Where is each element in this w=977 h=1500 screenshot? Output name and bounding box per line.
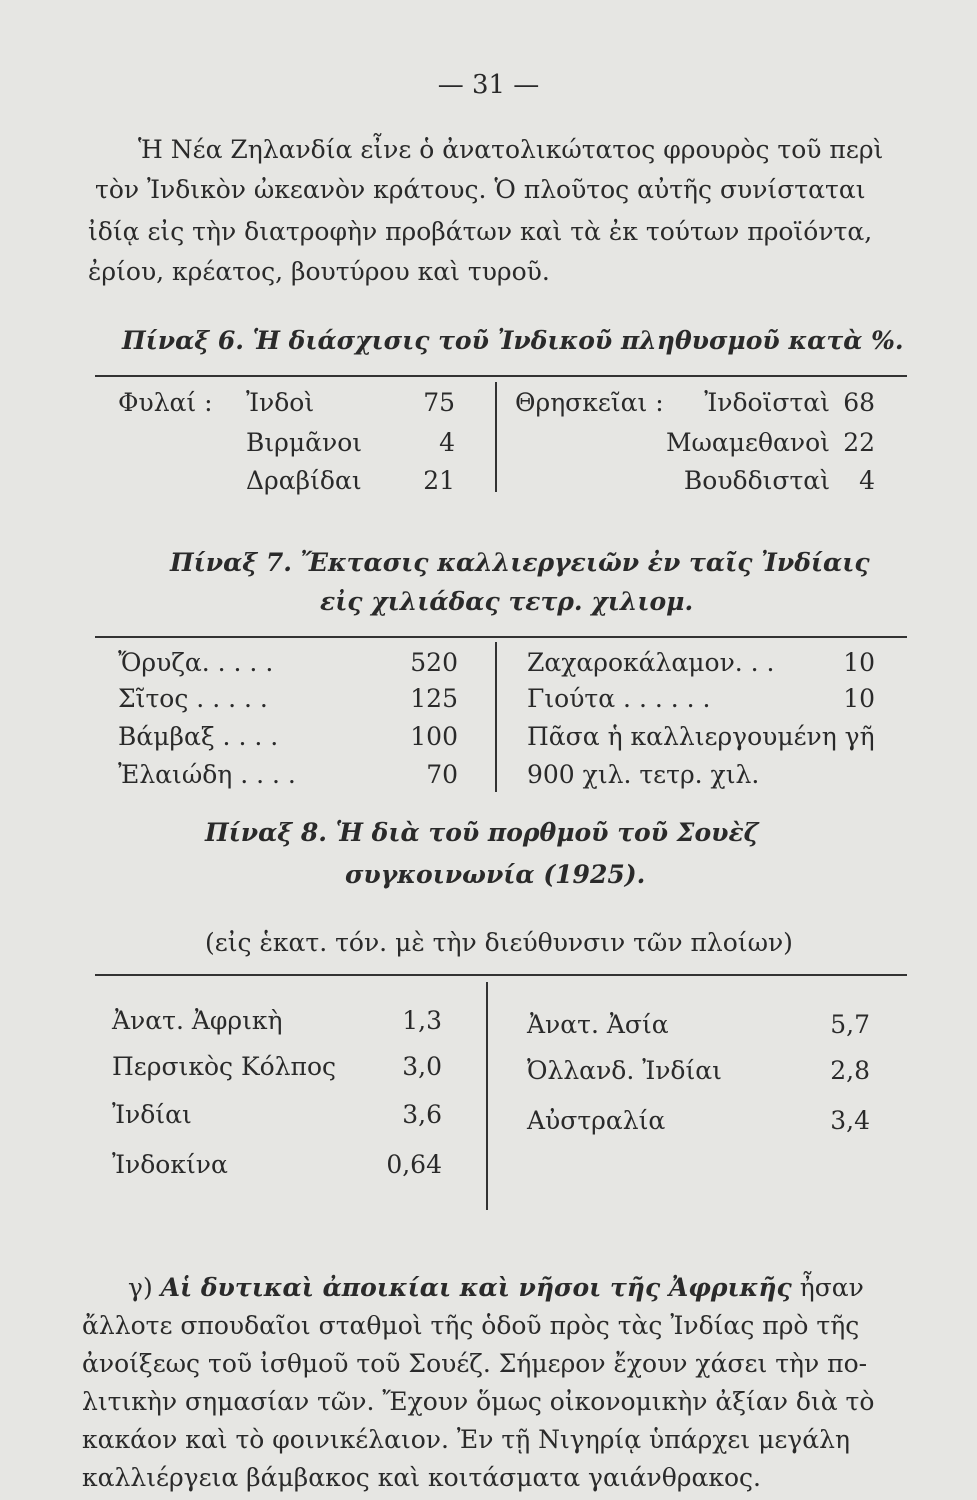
table-row-value: 70 [426,760,458,789]
table-row-name: Δραβίδαι [246,466,362,495]
table-row-value: 1,3 [402,1006,442,1035]
table-total-label: Πᾶσα ἡ καλλιεργουμένη γῆ [527,722,875,751]
table-row-name: Ἰνδίαι [112,1100,192,1129]
section-line: ἀνοίξεως τοῦ ἰσθμοῦ τοῦ Σουέζ. Σήμερον ἔχουν χάσει τὴν πο- [82,1349,868,1378]
table-row-name: Βάμβαξ . . . . [118,722,279,751]
table-row-name: Ἰνδοὶ [246,388,315,417]
section-line: κακάον καὶ τὸ φοινικέλαιον. Ἐν τῇ Νιγηρίᾳ ὑπάρχει μεγάλη [82,1425,850,1454]
table-8-title-line2: συγκοινωνία (1925). [345,860,646,889]
table-row-name: Ἀνατ. Ἀφρικὴ [112,1006,283,1035]
table-row-value: 2,8 [830,1056,870,1085]
table-row-value: 10 [843,684,875,713]
table-row-name: Γιούτα . . . . . . [527,684,711,713]
table-row-name: Αὐστραλία [527,1106,666,1135]
table-row-name: Ἐλαιώδη . . . . [118,760,296,789]
table-row-value: 21 [423,466,455,495]
table-row-value: 3,6 [402,1100,442,1129]
table-8-title: Πίναξ 8. Ἡ διὰ τοῦ πορθμοῦ τοῦ Σουὲζ [205,818,759,847]
table-8-divider [486,982,488,1210]
table-row-name: Ὄρυζα. . . . . [118,648,274,677]
table-row-name: Βουδδισταὶ [683,466,830,495]
intro-line: ἰδίᾳ εἰς τὴν διατροφὴν προβάτων καὶ τὰ ἐκ τούτων προϊόντα, [88,217,873,246]
table-6-rule [95,375,907,377]
table-6-divider [495,382,497,492]
intro-line: Ἡ Νέα Ζηλανδία εἶνε ὁ ἀνατολικώτατος φρουρὸς τοῦ περὶ [138,135,884,164]
table-6-right-label: Θρησκεῖαι : [515,388,664,417]
table-row-name: Περσικὸς Κόλπος [112,1052,336,1081]
section-heading: Αἱ δυτικαὶ ἀποικίαι καὶ νῆσοι τῆς Ἀφρικῆς [160,1273,792,1302]
table-row-name: Ἰνδοϊσταὶ [704,388,830,417]
table-row-value: 4 [859,466,875,495]
table-row-value: 3,0 [402,1052,442,1081]
table-row-value: 5,7 [830,1010,870,1039]
table-6-title: Πίναξ 6. Ἡ διάσχισις τοῦ Ἰνδικοῦ πληθυσμοῦ κατὰ %. [122,326,904,355]
table-row-name: Ὀλλανδ. Ἰνδίαι [527,1056,722,1085]
table-row-value: 125 [410,684,458,713]
section-line: λιτικὴν σημασίαν τῶν. Ἔχουν ὅμως οἰκονομικὴν ἀξίαν διὰ τὸ [82,1387,875,1416]
table-row-value: 75 [423,388,455,417]
table-row-name: Σῖτος . . . . . [118,684,268,713]
table-row-value: 10 [843,648,875,677]
table-row-name: Ἀνατ. Ἀσία [527,1010,669,1039]
table-row-value: 3,4 [830,1106,870,1135]
table-7-rule [95,636,907,638]
section-marker: γ) [128,1273,153,1302]
page-number: — 31 — [437,70,540,100]
table-7-title: Πίναξ 7. Ἔκτασις καλλιεργειῶν ἐν ταῖς Ἰνδίαις [170,548,870,577]
table-8-subtitle: (εἰς ἑκατ. τόν. μὲ τὴν διεύθυνσιν τῶν πλοίων) [205,928,793,957]
table-total-value: 900 χιλ. τετρ. χιλ. [527,760,760,789]
section-first-line-rest: ἦσαν [799,1273,864,1302]
table-row-value: 100 [410,722,458,751]
table-7-divider [495,642,497,792]
intro-line: ἐρίου, κρέατος, βουτύρου καὶ τυροῦ. [88,257,550,286]
table-row-value: 68 [843,388,875,417]
table-row-name: Μωαμεθανοὶ [665,428,830,457]
table-8-rule [95,974,907,976]
section-line: ἄλλοτε σπουδαῖοι σταθμοὶ τῆς ὁδοῦ πρὸς τὰς Ἰνδίας πρὸ τῆς [82,1311,860,1340]
table-row-value: 0,64 [386,1150,442,1179]
table-row-value: 22 [843,428,875,457]
table-row-value: 4 [439,428,455,457]
table-row-name: Ζαχαροκάλαμον. . . [527,648,775,677]
section-g-first-line [128,1268,864,1307]
table-row-name: Ἰνδοκίνα [112,1150,228,1179]
table-6-left-label: Φυλαί : [118,388,213,417]
section-line: καλλιέργεια βάμβακος καὶ κοιτάσματα γαιάνθρακος. [82,1463,761,1492]
table-row-name: Βιρμᾶνοι [246,428,363,457]
intro-line: τὸν Ἰνδικὸν ὠκεανὸν κράτους. Ὁ πλοῦτος αὐτῆς συνίσταται [95,175,866,204]
table-7-subtitle: εἰς χιλιάδας τετρ. χιλιομ. [320,587,694,616]
table-row-value: 520 [410,648,458,677]
